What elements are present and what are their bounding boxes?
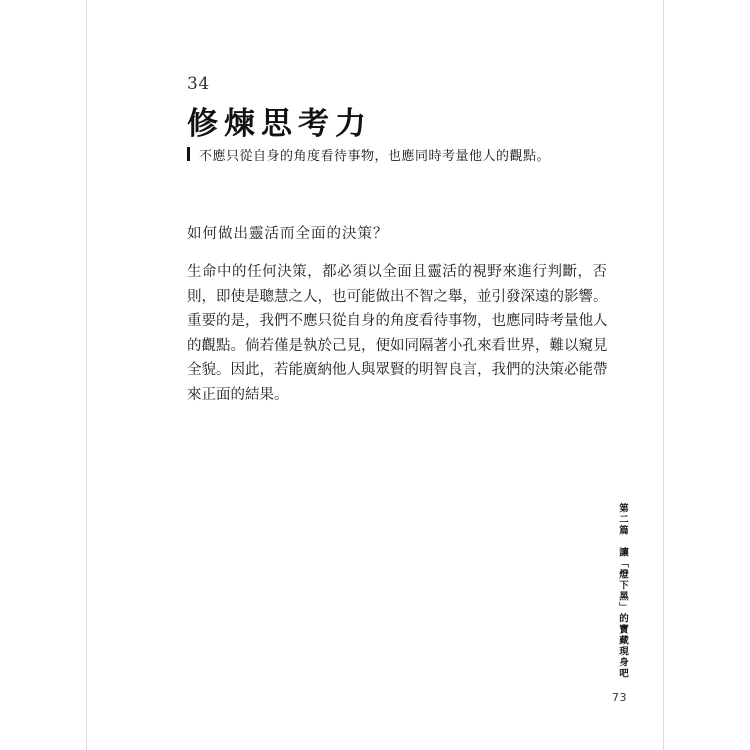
paragraph-line: 生命中的任何決策，都必須以全面且靈活的視野來進行判斷，否: [187, 264, 607, 280]
paragraph-line: 來正面的結果。: [187, 386, 289, 403]
chapter-title: 修煉思考力: [187, 106, 372, 142]
subtitle-text: 不應只從自身的角度看待事物，也應同時考量他人的觀點。: [199, 148, 551, 164]
subtitle-bar-marker: [187, 147, 190, 161]
paragraph-line: 的觀點。倘若僅是執於己見，便如同隔著小孔來看世界，難以窺見: [187, 337, 608, 354]
book-page: [86, 0, 664, 750]
chapter-subtitle: [187, 146, 550, 162]
section-question: 如何做出靈活而全面的決策？: [187, 226, 389, 242]
paragraph-line: 重要的是，我們不應只從自身的角度看待事物，也應同時考量他人: [187, 313, 608, 329]
page-number: 73: [612, 691, 627, 704]
body-paragraph: [187, 260, 607, 407]
paragraph-line: 則，即使是聰慧之人，也可能做出不智之舉，並引發深遠的影響。: [187, 288, 608, 305]
chapter-number: 34: [187, 74, 210, 94]
running-head: 第二篇 讓「燈下黑」的寶藏現身吧: [617, 503, 628, 679]
paragraph-line: 全貌。因此，若能廣納他人與眾賢的明智良言，我們的決策必能帶: [187, 362, 608, 378]
